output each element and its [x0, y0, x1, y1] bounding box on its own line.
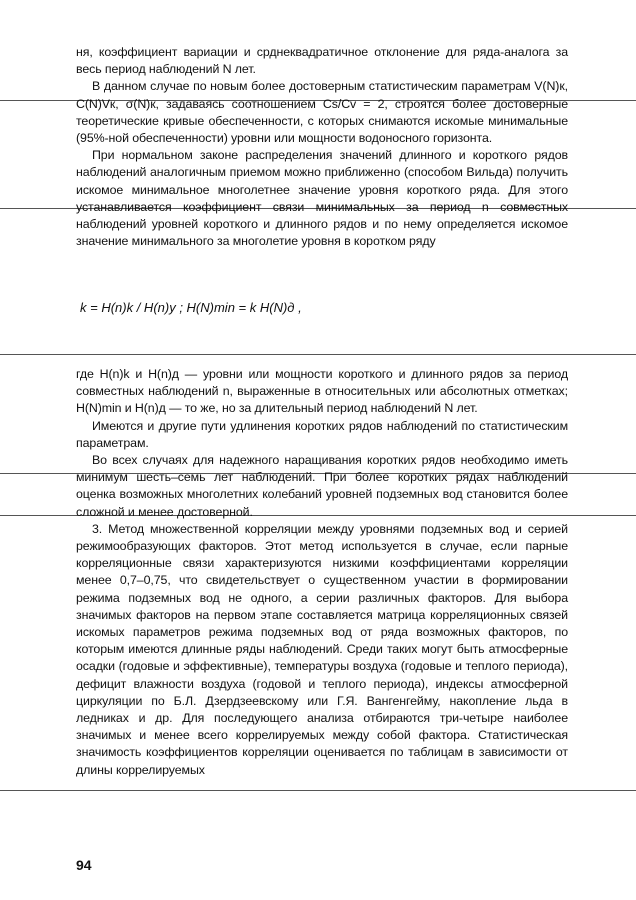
page-number: 94 — [76, 857, 92, 873]
paragraph: При нормальном законе распределения значений длинного и короткого рядов наблюдений аналогичным приемом можно приближенно (способом Вильда) получить искомое минимальное многолетнее значение уровня короткого ряда. Для этого устанавливается коэффициент связи минимальных за период n совместных наблюдений уровней короткого и длинного рядов и по нему определяется искомое значение минимального за многолетие уровня в коротком ряду — [76, 148, 568, 249]
paragraph: 3. Метод множественной корреляции между уровнями подземных вод и серией режимообразующих факторов. Этот метод используется в случае, если парные корреляционные связи характеризуются низкими коэффициентами корреляции менее 0,7–0,75, что свидетельствует о существенном участии в формировании режима подземных вод не одного, а серии различных факторов. Для выбора значимых факторов на первом этапе составляется матрица корреляционных связей искомых параметров режима подземных вод от ряда возможных факторов, по которым имеются длинные ряды наблюдений. Среди таких могут быть атмосферные осадки (годовые и эффективные), температуры воздуха (годовые и теплого периода), дефицит влажности воздуха (годовой и теплого периода), индексы атмосферной циркуляции по Б.Л. Дзердзеевскому или Г.Я. Вангенгейму, накопление льда в ледниках и др. Для последующего анализа отбираются три-четыре наиболее значимых и менее всего коррелируемых между собой фактора. Статистическая значимость коэффициентов корреляции оценивается по таблицам в зависимости от длины коррелируемых — [76, 521, 568, 777]
paragraph: Во всех случаях для надежного наращивания коротких рядов необходимо иметь минимум шесть–семь лет наблюдений. При более коротких рядах наблюдений оценка возможных многолетних колебаний уровней подземных вод становится более сложной и менее достоверной. — [76, 453, 568, 519]
scan-line — [0, 354, 636, 355]
paragraph: Имеются и другие пути удлинения коротких рядов наблюдений по статистическим параметрам. — [76, 418, 568, 450]
paragraph: где H(n)k и H(n)д — уровни или мощности короткого и длинного рядов за период совместных наблюдений n, выраженные в относительных или абсолютных отметках; H(N)min и H(n)д — то же, но за длительный период наблюдений N лет. — [76, 367, 568, 416]
formula: k = H(n)k / H(n)y ; H(N)min = k H(N)д , — [80, 300, 302, 315]
paragraph: ня, коэффициент вариации и срднеквадратичное отклонение для ряда-аналога за весь период наблюдений N лет. — [76, 45, 568, 77]
body-text-continued — [76, 366, 568, 779]
paragraph: В данном случае по новым более достоверным статистическим параметрам V(N)к, C(N)Vк, σ(N)к, задаваясь соотношением Cs/Cv = 2, строятся более достоверные теоретические кривые обеспеченности, с которых снимаются искомые минимальные (95%-ной обеспеченности) уровни или мощности водоносного горизонта. — [76, 79, 568, 146]
scan-line — [0, 790, 636, 791]
body-text — [76, 44, 568, 250]
